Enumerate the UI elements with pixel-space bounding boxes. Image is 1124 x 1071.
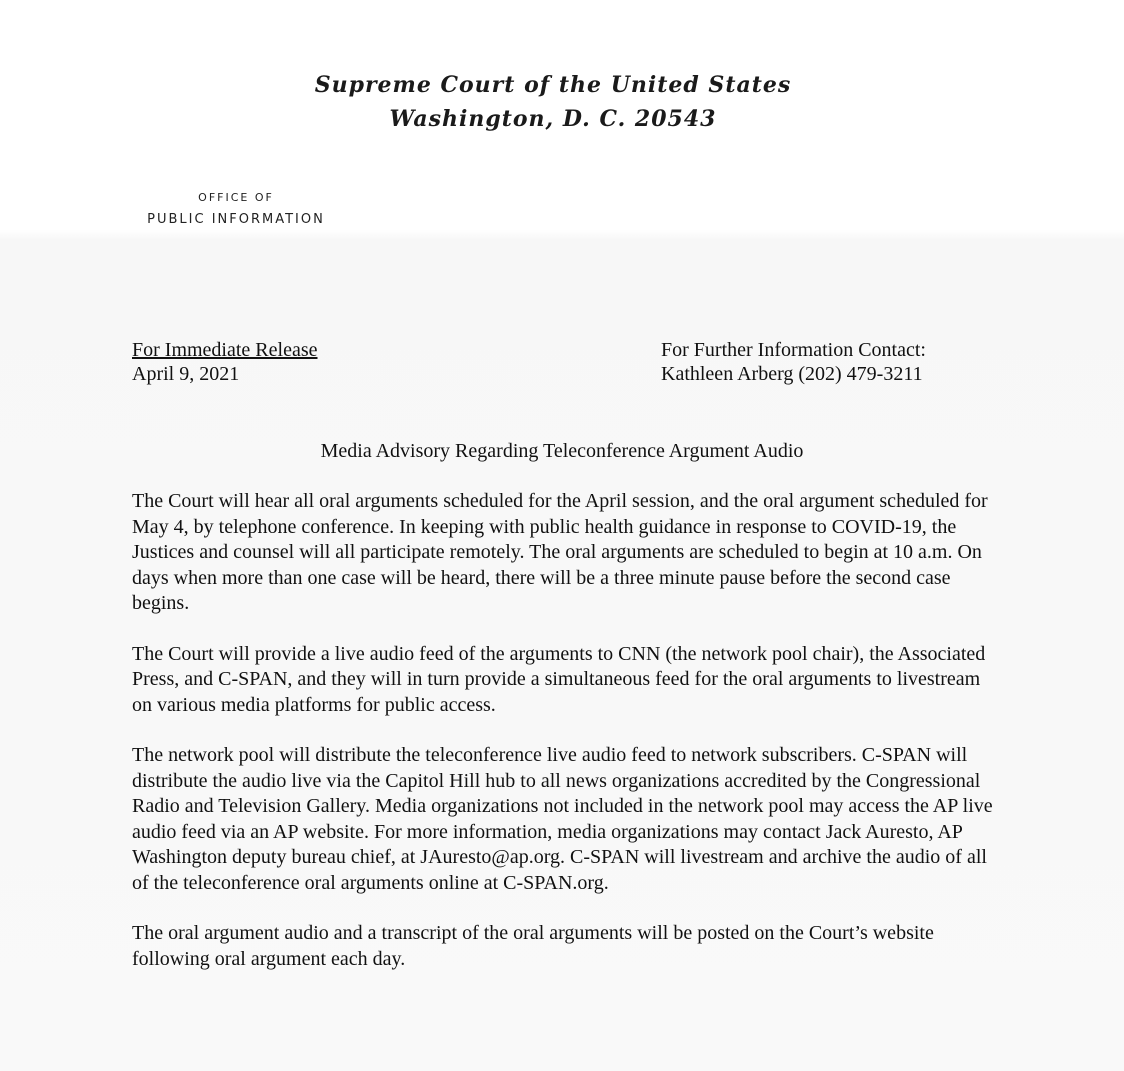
office-of-public-information: [136, 190, 336, 230]
release-label: For Immediate Release: [132, 339, 318, 361]
advisory-headline: Media Advisory Regarding Teleconference Argument Audio: [320, 440, 804, 462]
body-paragraph: The oral argument audio and a transcript of the oral arguments will be posted on the Court’s website following oral argument each day.: [132, 922, 934, 970]
body-paragraph: The Court will provide a live audio feed of the arguments to CNN (the network pool chair), the Associated Press, and C-SPAN, and they will in turn provide a simultaneous feed for the oral arguments to livestream on various media platforms for public access.: [132, 642, 986, 716]
body-paragraph: The Court will hear all oral arguments scheduled for the April session, and the oral argument scheduled for May 4, by telephone conference. In keeping with public health guidance in response to COVID-19, the Justices and counsel will all participate remotely. The oral arguments are scheduled to begin at 10 a.m. On days when more than one case will be heard, there will be a three minute pause before the second case begins.: [132, 490, 988, 614]
office-line-2: PUBLIC INFORMATION: [147, 212, 325, 227]
release-block: [132, 338, 318, 386]
contact-block: [661, 338, 926, 386]
contact-details: Kathleen Arberg (202) 479-3211: [661, 363, 923, 385]
letterhead-court-name: Supreme Court of the United States: [314, 72, 792, 98]
contact-label: For Further Information Contact:: [661, 339, 926, 361]
body-paragraph: The network pool will distribute the teleconference live audio feed to network subscribers. C-SPAN will distribute the audio live via the Capitol Hill hub to all news organizations accredited by the Congressional Radio and Television Gallery. Media organizations not included in the network pool may access the AP live audio feed via an AP website. For more information, media organizations may contact Jack Auresto, AP Washington deputy bureau chief, at JAuresto@ap.org. C-SPAN will livestream and archive the audio of all of the teleconference oral arguments online at C-SPAN.org.: [132, 744, 993, 894]
release-date: April 9, 2021: [132, 363, 240, 385]
letterhead-address: Washington, D. C. 20543: [389, 106, 717, 132]
advisory-body: [132, 489, 1002, 997]
letterhead: [0, 70, 1106, 136]
office-line-1: OFFICE OF: [198, 191, 274, 204]
